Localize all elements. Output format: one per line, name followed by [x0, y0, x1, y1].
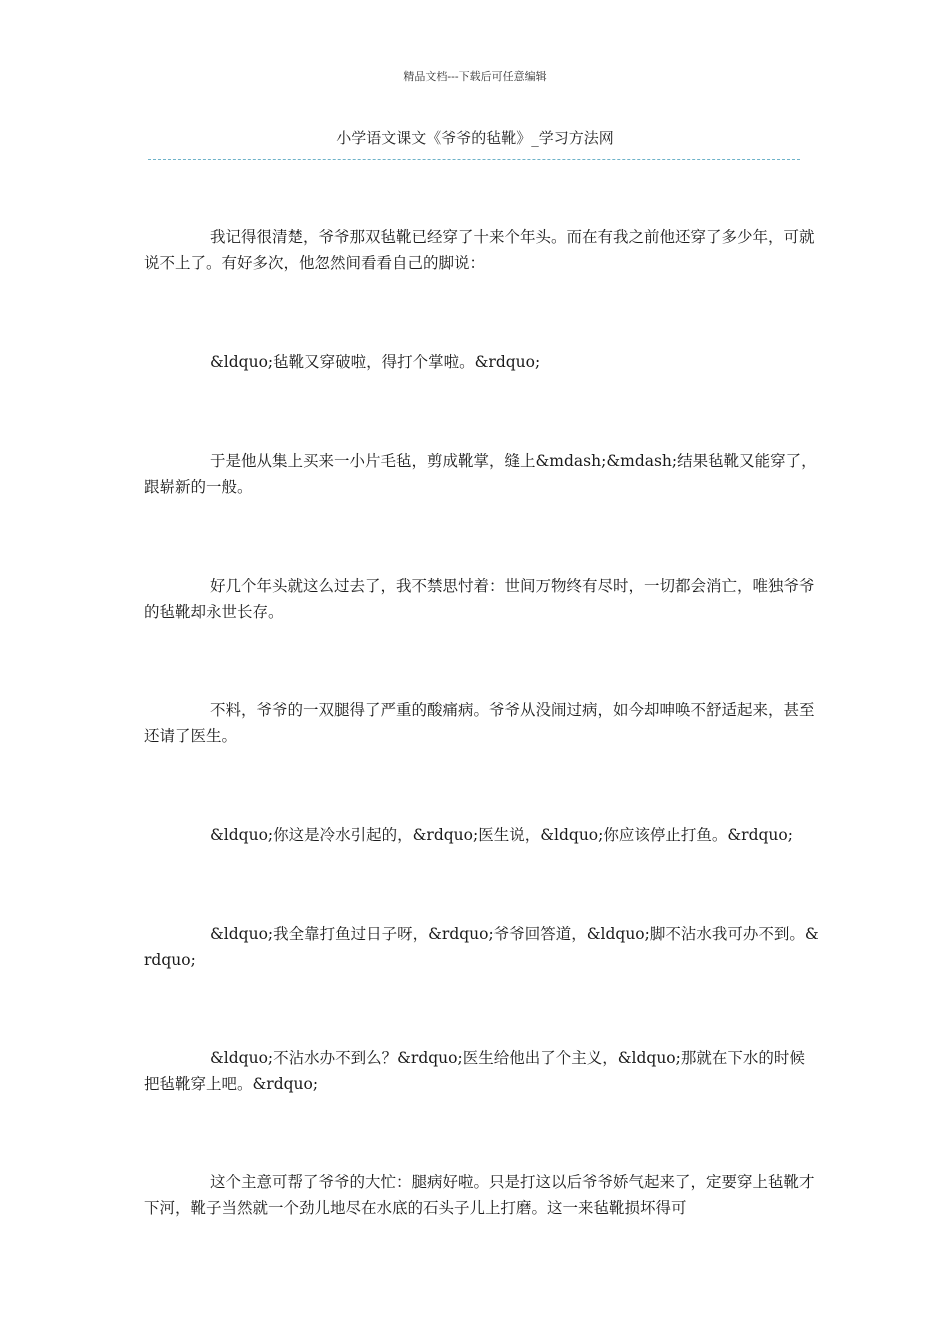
header-note: 精品文档---下载后可任意编辑	[403, 70, 547, 83]
paragraph-2: &ldquo;毡靴又穿破啦，得打个掌啦。&rdquo;	[210, 353, 541, 371]
document-title: 小学语文课文《爷爷的毡靴》_学习方法网	[336, 129, 614, 147]
paragraph-9: 这个主意可帮了爷爷的大忙：腿病好啦。只是打这以后爷爷娇气起来了，定要穿上毡靴才下河，靴子当然就一个劲儿地尽在水底的石头子儿上打磨。这一来毡靴损坏得可	[144, 1173, 815, 1217]
paragraph-1: 我记得很清楚，爷爷那双毡靴已经穿了十来个年头。而在有我之前他还穿了多少年，可就说不上了。有好多次，他忽然间看看自己的脚说：	[144, 228, 815, 272]
title-divider	[148, 159, 800, 160]
paragraph-7: &ldquo;我全靠打鱼过日子呀，&rdquo;爷爷回答道，&ldquo;脚不沾水我可办不到。&rdquo;	[144, 925, 819, 969]
paragraph-8: &ldquo;不沾水办不到么？&rdquo;医生给他出了个主义，&ldquo;那就在下水的时候把毡靴穿上吧。&rdquo;	[144, 1049, 805, 1093]
paragraph-4: 好几个年头就这么过去了，我不禁思忖着：世间万物终有尽时，一切都会消亡，唯独爷爷的毡靴却永世长存。	[144, 577, 815, 621]
paragraph-5: 不料，爷爷的一双腿得了严重的酸痛病。爷爷从没闹过病，如今却呻唤不舒适起来，甚至还请了医生。	[144, 701, 815, 745]
paragraph-6: &ldquo;你这是冷水引起的，&rdquo;医生说，&ldquo;你应该停止打鱼。&rdquo;	[210, 826, 793, 844]
paragraph-3: 于是他从集上买来一小片毛毡，剪成靴掌，缝上&mdash;&mdash;结果毡靴又能穿了，跟崭新的一般。	[144, 452, 817, 496]
